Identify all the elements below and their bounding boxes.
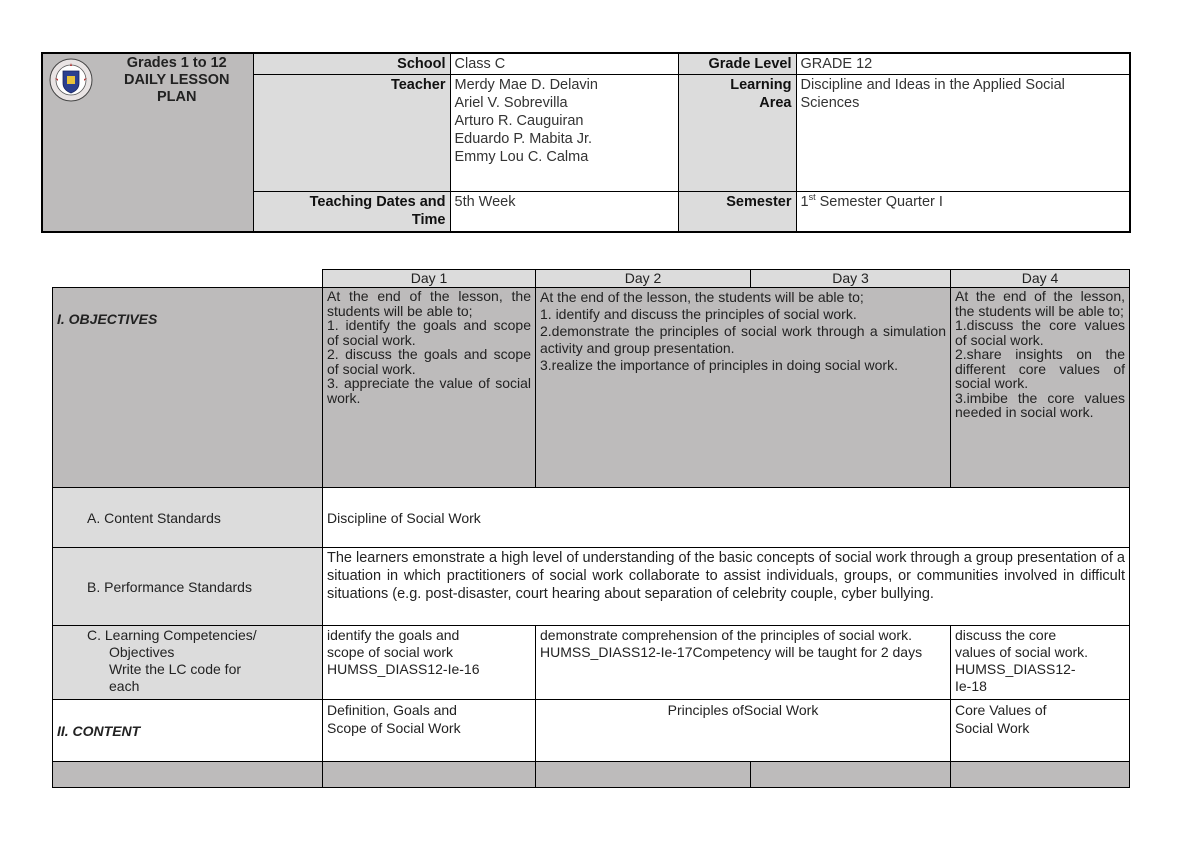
blank-gray-row: [53, 762, 1130, 788]
content-day2-3: Principles ofSocial Work: [536, 700, 951, 762]
teaching-dates-label-line: Teaching Dates and: [309, 194, 446, 210]
teaching-dates-value: 5th Week: [450, 192, 678, 232]
semester-text: Semester Quarter I: [815, 194, 943, 210]
school-label: School: [253, 53, 450, 75]
content-line: Core Values of: [955, 702, 1047, 718]
competency-line: HUMSS_DIASS12-Ie-16: [327, 661, 480, 677]
day-header: Day 1: [323, 270, 536, 288]
objective-line: 1. identify the goals and scope of social work.: [327, 317, 531, 348]
competency-line: HUMSS_DIASS12-: [955, 661, 1076, 677]
content-standards-row: [53, 488, 1130, 548]
teacher-list: [450, 75, 678, 192]
objectives-day1: [323, 288, 536, 488]
corner-cell: [53, 270, 323, 288]
competencies-label: [53, 626, 323, 700]
objective-line: 3.imbibe the core values needed in social work.: [955, 389, 1125, 420]
objectives-day2-3: [536, 288, 951, 488]
competencies-label-line: C. Learning Competencies/: [87, 627, 257, 643]
content-row: [53, 700, 1130, 762]
objective-line: 3.realize the importance of principles in doing social work.: [540, 357, 898, 373]
content-label: II. CONTENT: [53, 700, 323, 762]
objective-line: 2.demonstrate the principles of social work through a simulation activity and group presentation.: [540, 323, 946, 356]
performance-standards-label: B. Performance Standards: [53, 548, 323, 626]
day-header: Day 3: [751, 270, 951, 288]
semester-label: Semester: [678, 192, 796, 232]
blank-cell: [951, 762, 1130, 788]
objective-line: 2. discuss the goals and scope of social work.: [327, 346, 531, 377]
competency-line: discuss the core: [955, 627, 1057, 643]
content-line: Definition, Goals and: [327, 702, 457, 718]
competency-line: scope of social work: [327, 644, 454, 660]
competencies-label-line: each: [109, 678, 140, 694]
competency-line: values of social work.: [955, 644, 1089, 660]
teacher-name: Ariel V. Sobrevilla: [454, 95, 568, 111]
title-line-3: PLAN: [157, 89, 197, 105]
teacher-name: Arturo R. Cauguiran: [454, 113, 584, 129]
school-value: Class C: [450, 53, 678, 75]
learning-area-label-line: Area: [759, 95, 792, 111]
teacher-name: Merdy Mae D. Delavin: [454, 77, 598, 93]
content-line: Scope of Social Work: [327, 720, 461, 736]
performance-standards-row: [53, 548, 1130, 626]
competency-line: HUMSS_DIASS12-Ie-17Competency will be taught for 2 days: [540, 644, 923, 660]
blank-cell: [536, 762, 751, 788]
semester-suffix: st: [808, 192, 816, 203]
title-line-1: Grades 1 to 12: [126, 55, 227, 71]
content-day4: [951, 700, 1130, 762]
objectives-label: I. OBJECTIVES: [53, 288, 323, 488]
objectives-day4: [951, 288, 1130, 488]
blank-cell: [323, 762, 536, 788]
day-header: Day 2: [536, 270, 751, 288]
competencies-day1: [323, 626, 536, 700]
teacher-name: Emmy Lou C. Calma: [454, 149, 589, 165]
deped-seal-icon: [49, 58, 93, 102]
lesson-plan-table: [52, 269, 1130, 788]
objective-line: 1. identify and discuss the principles of social work.: [540, 306, 857, 322]
performance-standards-value: The learners emonstrate a high level of understanding of the basic concepts of social work through a group presentation of a situation in which practitioners of social work collaborate to assist individuals, groups, or communities involved in difficult situations (e.g. post-disaster, court hearing about separation of celebrity couple, cyber bullying.: [323, 548, 1130, 626]
objectives-row: [53, 288, 1130, 488]
competencies-label-line: Objectives: [109, 644, 175, 660]
semester-number: 1: [800, 194, 809, 210]
competencies-label-line: Write the LC code for: [109, 661, 242, 677]
competency-line: identify the goals and: [327, 627, 460, 643]
objective-line: At the end of the lesson, the students will be able to;: [955, 288, 1125, 319]
competencies-day4: [951, 626, 1130, 700]
content-line: Social Work: [955, 720, 1030, 736]
header-table: [41, 52, 1131, 233]
blank-cell: [53, 762, 323, 788]
competencies-day2-3: [536, 626, 951, 700]
objective-line: 1.discuss the core values of social work.: [955, 317, 1125, 348]
day-header: Day 4: [951, 270, 1130, 288]
objective-line: At the end of the lesson, the students will be able to;: [327, 288, 531, 319]
dlp-title-block: [42, 53, 253, 232]
teaching-dates-label: [253, 192, 450, 232]
title-line-2: DAILY LESSON: [123, 72, 230, 88]
objective-line: 3. appreciate the value of social work.: [327, 375, 531, 406]
objective-line: 2.share insights on the different core values of social work.: [955, 346, 1125, 391]
competency-line: demonstrate comprehension of the principles of social work.: [540, 627, 912, 643]
grade-level-label: Grade Level: [678, 53, 796, 75]
teacher-name: Eduardo P. Mabita Jr.: [454, 131, 593, 147]
learning-area-label-line: Learning: [730, 77, 792, 93]
teacher-label: Teacher: [253, 75, 450, 192]
competencies-row: [53, 626, 1130, 700]
content-day1: [323, 700, 536, 762]
content-standards-label: A. Content Standards: [53, 488, 323, 548]
competency-line: Ie-18: [955, 678, 987, 694]
blank-cell: [751, 762, 951, 788]
learning-area-value: Discipline and Ideas in the Applied Social Sciences: [796, 75, 1130, 192]
grade-level-value: GRADE 12: [796, 53, 1130, 75]
objective-line: At the end of the lesson, the students will be able to;: [540, 289, 864, 305]
semester-value: [796, 192, 1130, 232]
teaching-dates-label-line: Time: [411, 212, 446, 228]
content-standards-value: Discipline of Social Work: [323, 488, 1130, 548]
learning-area-label: [678, 75, 796, 192]
